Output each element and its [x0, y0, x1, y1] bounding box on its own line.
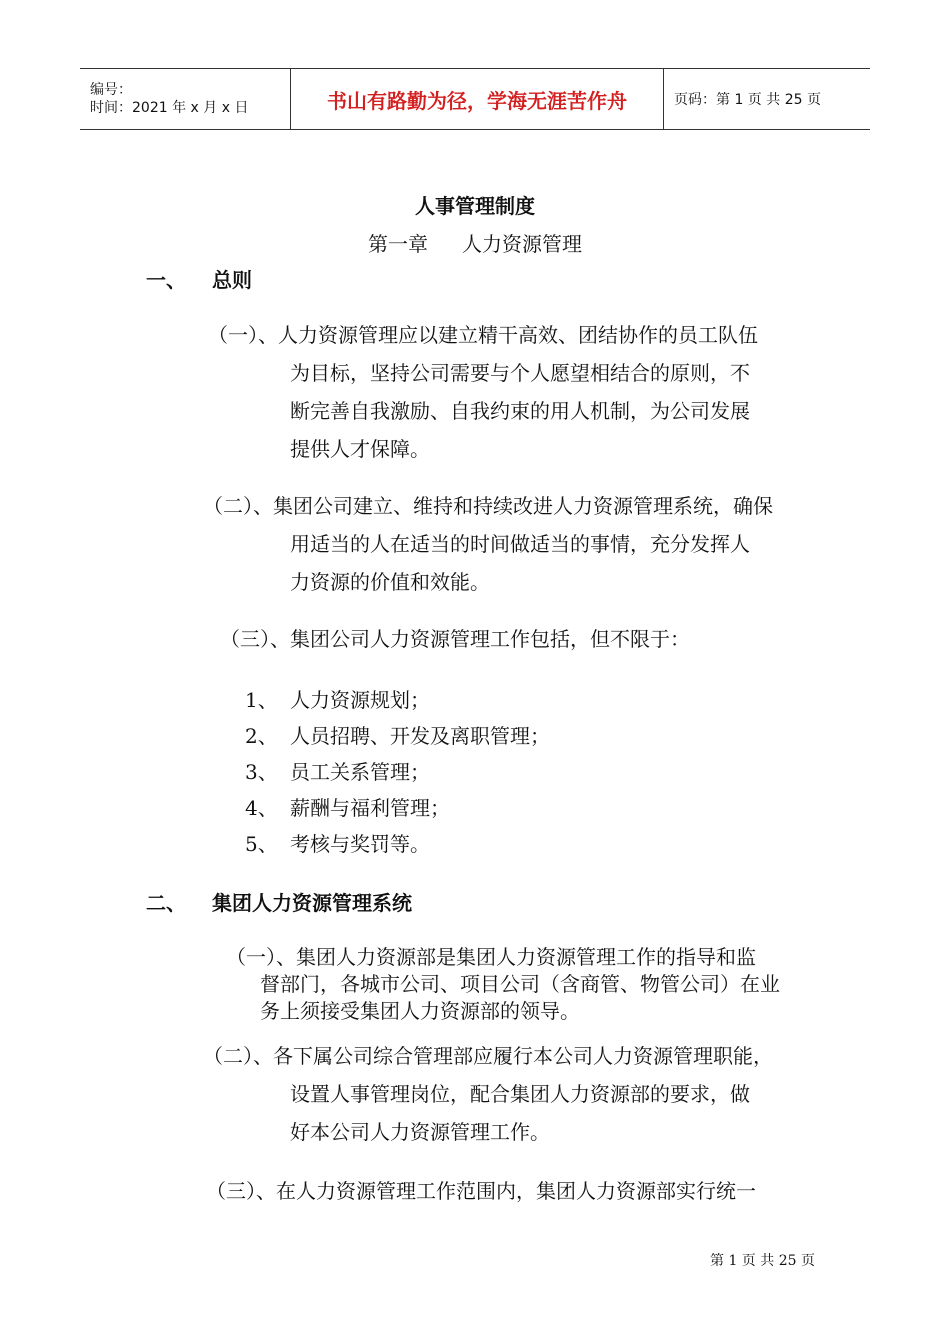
list-text: 员工关系管理；	[290, 760, 430, 784]
list-number: 5、	[245, 832, 278, 856]
paragraph-line: 提供人才保障。	[290, 437, 430, 461]
paragraph-line: （二）、集团公司建立、维持和持续改进人力资源管理系统，确保	[203, 494, 773, 518]
page-footer: 第 1 页 共 25 页	[710, 1253, 815, 1269]
paragraph-line: （二）、各下属公司综合管理部应履行本公司人力资源管理职能，	[203, 1044, 773, 1068]
paragraph-line: （一）、人力资源管理应以建立精干高效、团结协作的员工队伍	[208, 323, 758, 347]
paragraph-line: 督部门，各城市公司、项目公司（含商管、物管公司）在业	[260, 972, 780, 996]
list-number: 1、	[245, 688, 278, 712]
paragraph-line: （一）、集团人力资源部是集团人力资源管理工作的指导和监	[226, 945, 756, 969]
paragraph-line: 为目标，坚持公司需要与个人愿望相结合的原则，不	[290, 361, 750, 385]
header-page-cell	[664, 69, 821, 129]
list-item	[245, 828, 430, 857]
paragraph-line: （三）、集团公司人力资源管理工作包括，但不限于：	[220, 627, 690, 651]
section-heading	[146, 264, 252, 293]
page-label: 页码：第 1 页 共 25 页	[674, 92, 821, 108]
section-number: 二、	[146, 891, 186, 915]
paragraph-line: 力资源的价值和效能。	[290, 570, 490, 594]
document-header	[80, 68, 870, 130]
paragraph-line: 务上须接受集团人力资源部的领导。	[260, 999, 580, 1023]
paragraph-line: 好本公司人力资源管理工作。	[290, 1120, 550, 1144]
section-number: 一、	[146, 268, 186, 292]
section-title: 总则	[212, 268, 252, 292]
doc-title: 人事管理制度	[415, 194, 535, 218]
list-item	[245, 756, 430, 785]
list-item	[245, 720, 550, 749]
code-label: 编号：	[90, 82, 132, 98]
paragraph-line: 用适当的人在适当的时间做适当的事情，充分发挥人	[290, 532, 750, 556]
chapter-number: 第一章	[368, 232, 428, 256]
list-number: 3、	[245, 760, 278, 784]
list-item	[245, 684, 430, 713]
section-heading	[146, 887, 412, 916]
list-text: 考核与奖罚等。	[290, 832, 430, 856]
motto: 书山有路勤为径，学海无涯苦作舟	[327, 88, 627, 113]
time-label: 时间：2021 年 x 月 x 日	[90, 100, 249, 116]
paragraph-line: 设置人事管理岗位，配合集团人力资源部的要求，做	[290, 1082, 750, 1106]
header-meta	[80, 69, 290, 129]
list-number: 4、	[245, 796, 278, 820]
list-number: 2、	[245, 724, 278, 748]
paragraph-line: （三）、在人力资源管理工作范围内，集团人力资源部实行统一	[206, 1179, 756, 1203]
header-motto-cell	[290, 69, 664, 129]
list-text: 人员招聘、开发及离职管理；	[290, 724, 550, 748]
list-text: 薪酬与福利管理；	[290, 796, 450, 820]
paragraph-line: 断完善自我激励、自我约束的用人机制，为公司发展	[290, 399, 750, 423]
chapter-title: 人力资源管理	[462, 232, 582, 256]
list-item	[245, 792, 450, 821]
list-text: 人力资源规划；	[290, 688, 430, 712]
section-title: 集团人力资源管理系统	[212, 891, 412, 915]
chapter-heading	[0, 228, 950, 257]
